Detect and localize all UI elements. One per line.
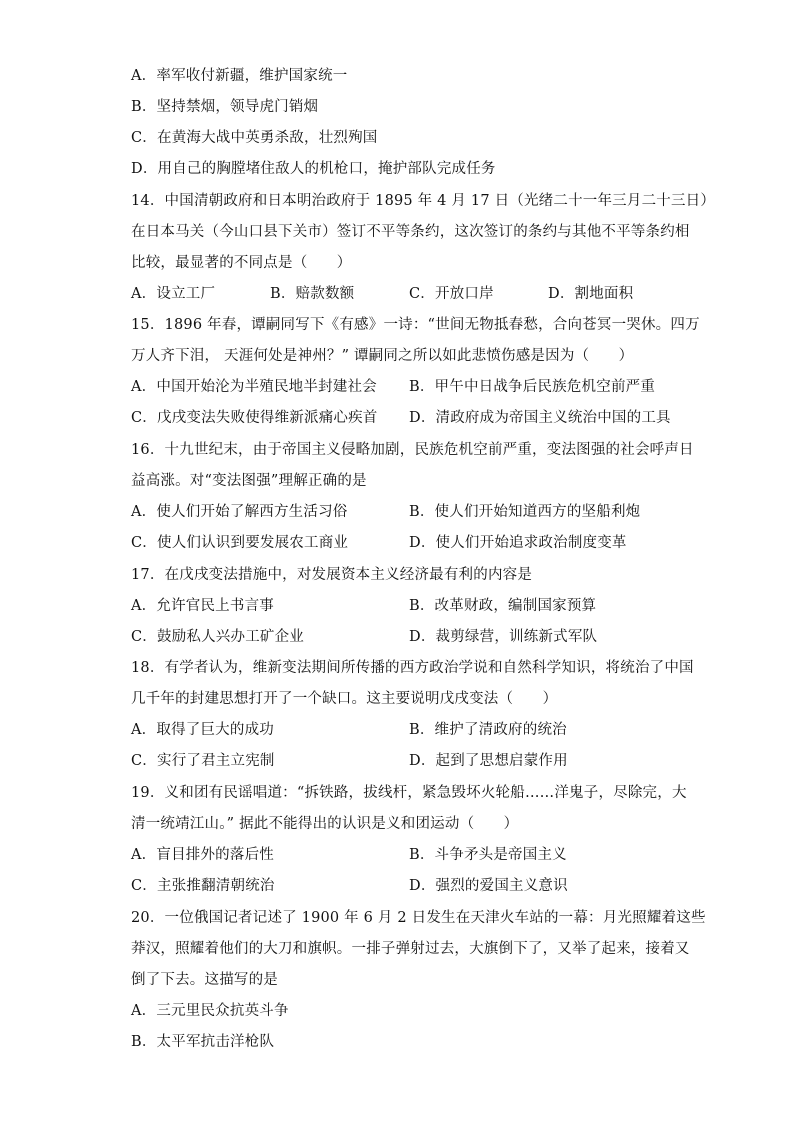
q15-option-c: C．戊戌变法失败使得维新派痛心疾首 xyxy=(131,410,378,426)
q13-option-d: D．用自己的胸膛堵住敌人的机枪口，掩护部队完成任务 xyxy=(131,161,496,177)
q16-option-b: B．使人们开始知道西方的坚船利炮 xyxy=(409,504,641,520)
q19-option-a: A．盲目排外的落后性 xyxy=(131,847,274,863)
q18-option-d: D．起到了思想启蒙作用 xyxy=(409,753,568,769)
q20-stem-line-1: 20．一位俄国记者记述了 1900 年 6 月 2 日发生在天津火车站的一幕：月光照耀着这些 xyxy=(131,910,706,926)
q14-option-c: C．开放口岸 xyxy=(409,286,494,302)
q20-option-b: B．太平军抗击洋枪队 xyxy=(131,1034,275,1050)
q15-option-d: D．清政府成为帝国主义统治中国的工具 xyxy=(409,410,671,426)
q13-option-a: A．率军收付新疆，维护国家统一 xyxy=(131,68,348,84)
q19-stem-line-1: 19．义和团有民谣唱道：“拆铁路，拔线杆，紧急毁坏火轮船……洋鬼子，尽除完，大 xyxy=(131,785,687,801)
q17-option-c: C．鼓励私人兴办工矿企业 xyxy=(131,629,304,645)
q20-stem-line-3: 倒了下去。这描写的是 xyxy=(131,972,278,988)
q14-stem-line-3: 比较，最显著的不同点是（ ） xyxy=(131,255,352,271)
q13-option-b: B．坚持禁烟，领导虎门销烟 xyxy=(131,99,319,115)
q18-stem-line-1: 18．有学者认为，维新变法期间所传播的西方政治学说和自然科学知识，将统治了中国 xyxy=(131,660,694,676)
q14-stem-line-1: 14．中国清朝政府和日本明治政府于 1895 年 4 月 17 日（光绪二十一年三月二十三日） xyxy=(131,193,716,209)
q16-option-d: D．使人们开始追求政治制度变革 xyxy=(409,535,627,551)
q15-stem-line-1: 15．1896 年春，谭嗣同写下《有感》一诗：“世间无物抵春愁，合向苍冥一哭休。四万 xyxy=(131,317,700,333)
q16-option-c: C．使人们认识到要发展农工商业 xyxy=(131,535,349,551)
q19-option-b: B．斗争矛头是帝国主义 xyxy=(409,847,567,863)
q17-stem-line-1: 17．在戊戌变法措施中，对发展资本主义经济最有利的内容是 xyxy=(131,567,533,583)
q20-option-a: A．三元里民众抗英斗争 xyxy=(131,1003,289,1019)
q14-stem-line-2: 在日本马关（今山口县下关市）签订不平等条约，这次签订的条约与其他不平等条约相 xyxy=(131,224,690,240)
q15-option-b: B．甲午中日战争后民族危机空前严重 xyxy=(409,379,656,395)
q18-option-b: B．维护了清政府的统治 xyxy=(409,722,567,738)
q14-option-a: A．设立工厂 xyxy=(131,286,216,302)
q18-option-c: C．实行了君主立宪制 xyxy=(131,753,275,769)
q17-option-d: D．裁剪绿营，训练新式军队 xyxy=(409,629,598,645)
q17-option-a: A．允许官民上书言事 xyxy=(131,598,274,614)
q16-stem-line-2: 益高涨。对“变法图强”理解正确的是 xyxy=(131,473,367,489)
q19-option-c: C．主张推翻清朝统治 xyxy=(131,878,275,894)
q15-stem-line-2: 万人齐下泪， 天涯何处是神州？” 谭嗣同之所以如此悲愤伤感是因为（ ） xyxy=(131,348,634,364)
q18-option-a: A．取得了巨大的成功 xyxy=(131,722,274,738)
q15-option-a: A．中国开始沦为半殖民地半封建社会 xyxy=(131,379,377,395)
q14-option-d: D．割地面积 xyxy=(548,286,634,302)
q14-option-b: B．赔款数额 xyxy=(270,286,355,302)
q18-stem-line-2: 几千年的封建思想打开了一个缺口。这主要说明戊戌变法（ ） xyxy=(131,691,558,707)
q16-option-a: A．使人们开始了解西方生活习俗 xyxy=(131,504,348,520)
q19-option-d: D．强烈的爱国主义意识 xyxy=(409,878,568,894)
q20-stem-line-2: 莽汉，照耀着他们的大刀和旗帜。一排子弹射过去，大旗倒下了，又举了起来，接着又 xyxy=(131,941,690,957)
q19-stem-line-2: 清一统靖江山。” 据此不能得出的认识是义和团运动（ ） xyxy=(131,816,519,832)
q13-option-c: C．在黄海大战中英勇杀敌，壮烈殉国 xyxy=(131,130,378,146)
q17-option-b: B．改革财政，编制国家预算 xyxy=(409,598,597,614)
q16-stem-line-1: 16．十九世纪末，由于帝国主义侵略加剧，民族危机空前严重，变法图强的社会呼声日 xyxy=(131,442,694,458)
